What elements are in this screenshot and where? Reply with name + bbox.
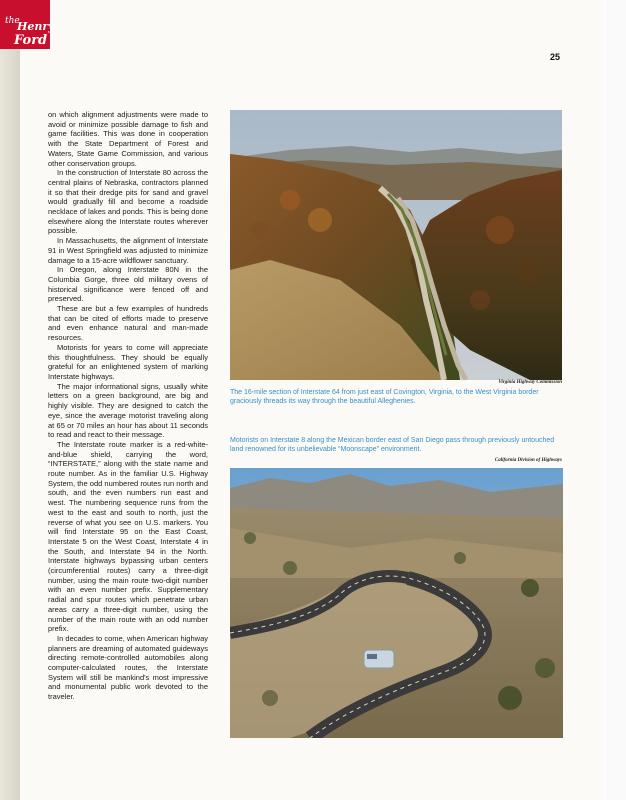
logo-the: the bbox=[5, 16, 20, 26]
book-binding bbox=[0, 0, 20, 800]
paragraph: The Interstate route marker is a red-white-and-blue shield, carrying the word, “INTERSTATE,” along with the state name and route number. As in the familiar U.S. Highway System, the odd numbered routes run north and south, and the even numbers run east and west. The numbering sequence runs from the west to the east and south to north, just the reverse of what you see on U.S. markers. You will find Interstate 95 on the East Coast, Interstate 5 on the West Coast, Interstate 4 in the South, and Interstate 94 in the North. Interstate highways bypassing urban centers (circumferential routes) carry a three-digit number, using the main route two-digit number with an even number prefix. Supplementary radial and spur routes which penetrate urban areas carry a three-digit number, using the number of the main route with an odd number prefix. bbox=[48, 439, 208, 634]
paragraph: In the construction of Interstate 80 across the central plains of Nebraska, contractors planned it so that their dredge pits for sand and gravel would gradually fill and become a roadside necklace of lakes and ponds. This is being done elsewhere along the Interstate routes wherever possible. bbox=[48, 168, 208, 236]
paragraph: Motorists for years to come will appreciate this thoughtfulness. They should be equally grateful for an enlightened system of marking Interstate highways. bbox=[48, 342, 208, 381]
paragraph: In Massachusetts, the alignment of Interstate 91 in West Springfield was adjusted to minimize damage to a 15-acre wildflower sanctuary. bbox=[48, 236, 208, 265]
article-body bbox=[48, 110, 208, 750]
photo2-credit: California Division of Highways bbox=[494, 458, 562, 463]
photo-interstate-8 bbox=[230, 468, 563, 738]
logo-henry: Henry bbox=[17, 20, 55, 33]
photo1-caption: The 16-mile section of Interstate 64 from just east of Covington, Virginia, to the West Virginia border graciously threads its way through the beautiful Alleghenies. bbox=[230, 389, 539, 405]
photo1-credit: Virginia Highway Commission bbox=[498, 380, 562, 385]
paragraph: on which alignment adjustments were made to avoid or minimize possible damage to fish and game facilities. This was done in cooperation with the State Department of Forest and Waters, State Game Commission, and various other conservation groups. bbox=[48, 110, 208, 168]
logo-ford: Ford bbox=[14, 33, 48, 48]
page-margin bbox=[605, 0, 626, 800]
paragraph: The major informational signs, usually white letters on a green background, are big and highly visible. They are designed to catch the eye, since the average motorist traveling along at 65 or 70 miles an hour has about 11 seconds to read and react to their message. bbox=[48, 381, 208, 440]
paragraph: In decades to come, when American highway planners are dreaming of automated guideways directing remote-controlled automobiles along computer-calculated routes, the Interstate System will still be mankind's most impressive and monumental public work devoted to the traveler. bbox=[48, 633, 208, 702]
photo-interstate-64 bbox=[230, 110, 562, 380]
photo2-caption: Motorists on Interstate 8 along the Mexican border east of San Diego pass through previously untouched land renowned for its unbelievable “Moonscape” environment. bbox=[230, 437, 555, 453]
page-number: 25 bbox=[550, 52, 561, 62]
henry-ford-logo[interactable] bbox=[0, 0, 55, 49]
paragraph: In Oregon, along Interstate 80N in the Columbia Gorge, three old military ovens of historical significance were fenced off and preserved. bbox=[48, 265, 208, 304]
paragraph: These are but a few examples of hundreds that can be cited of efforts made to preserve and even enhance natural and man-made resources. bbox=[48, 304, 208, 343]
